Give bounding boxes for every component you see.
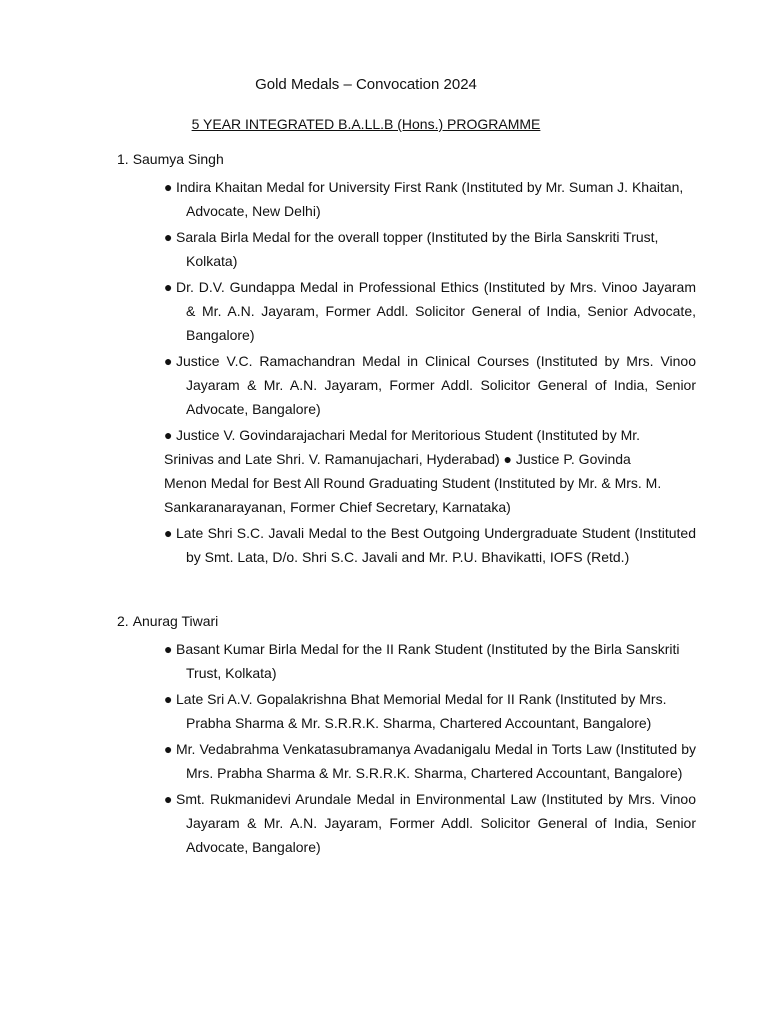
medal-text: Late Shri S.C. Javali Medal to the Best Outgoing Undergraduate Student (Instituted by Smt. Lata, D/o. Shri S.C. Javali and Mr. P.U. Bhavikatti, IOFS (Retd.) xyxy=(176,525,696,565)
bullet-icon: ● xyxy=(164,525,173,541)
list-item xyxy=(164,787,696,859)
medal-text: Dr. D.V. Gundappa Medal in Professional Ethics (Instituted by Mrs. Vinoo Jayaram & Mr. A.N. Jayaram, Former Addl. Solicitor General of India, Senior Advocate, Bangalore) xyxy=(176,279,696,343)
student-name-text: Anurag Tiwari xyxy=(132,613,219,629)
medal-list xyxy=(0,175,768,569)
medal-text: Justice V. Govindarajachari Medal for Meritorious Student (Instituted by Mr. Srinivas and Late Shri. V. Ramanujachari, Hyderabad) ● Justice P. Govinda Menon Medal for Best All Round Graduating Student (Instituted by Mr. & Mrs. M. Sankaranarayanan, Former Chief Secretary, Karnataka) xyxy=(164,427,662,515)
list-item xyxy=(164,423,674,519)
student-number: 2. xyxy=(117,613,129,629)
bullet-icon: ● xyxy=(164,741,173,757)
list-item xyxy=(164,637,696,685)
bullet-icon: ● xyxy=(164,229,173,245)
medal-text: Late Sri A.V. Gopalakrishna Bhat Memorial Medal for II Rank (Instituted by Mrs. Prabha Sharma & Mr. S.R.R.K. Sharma, Chartered Accountant, Bangalore) xyxy=(176,691,667,731)
medal-text: Justice V.C. Ramachandran Medal in Clinical Courses (Instituted by Mrs. Vinoo Jayaram & Mr. A.N. Jayaram, Former Addl. Solicitor General of India, Senior Advocate, Bangalore) xyxy=(176,353,696,417)
medal-list xyxy=(0,637,768,859)
medal-text: Basant Kumar Birla Medal for the II Rank Student (Instituted by the Birla Sanskriti Trust, Kolkata) xyxy=(176,641,680,681)
list-item xyxy=(164,275,696,347)
student-name-text: Saumya Singh xyxy=(132,151,224,167)
list-item xyxy=(164,737,696,785)
bullet-icon: ● xyxy=(164,179,173,195)
medal-text: Sarala Birla Medal for the overall topper (Instituted by the Birla Sanskriti Trust, Kolkata) xyxy=(176,229,659,269)
list-item xyxy=(164,521,696,569)
list-item xyxy=(164,225,696,273)
student-name xyxy=(0,609,768,633)
student-name xyxy=(0,147,768,171)
bullet-icon: ● xyxy=(164,691,173,707)
bullet-icon: ● xyxy=(164,791,173,807)
bullet-icon: ● xyxy=(164,641,173,657)
list-item xyxy=(164,175,696,223)
list-item xyxy=(164,687,696,735)
student-number: 1. xyxy=(117,151,129,167)
bullet-icon: ● xyxy=(164,353,173,369)
medal-text: Smt. Rukmanidevi Arundale Medal in Environmental Law (Instituted by Mrs. Vinoo Jayaram & Mr. A.N. Jayaram, Former Addl. Solicitor General of India, Senior Advocate, Bangalore) xyxy=(176,791,696,855)
student-section-1 xyxy=(0,147,768,571)
page-title: Gold Medals – Convocation 2024 xyxy=(255,76,477,93)
programme-heading: 5 YEAR INTEGRATED B.A.LL.B (Hons.) PROGRAMME xyxy=(191,116,541,132)
list-item xyxy=(164,349,696,421)
student-section-2 xyxy=(0,609,768,861)
bullet-icon: ● xyxy=(164,279,173,295)
medal-text: Mr. Vedabrahma Venkatasubramanya Avadanigalu Medal in Torts Law (Instituted by Mrs. Prabha Sharma & Mr. S.R.R.K. Sharma, Chartered Accountant, Bangalore) xyxy=(176,741,696,781)
medal-text: Indira Khaitan Medal for University First Rank (Instituted by Mr. Suman J. Khaitan, Advocate, New Delhi) xyxy=(176,179,684,219)
bullet-icon: ● xyxy=(164,427,173,443)
